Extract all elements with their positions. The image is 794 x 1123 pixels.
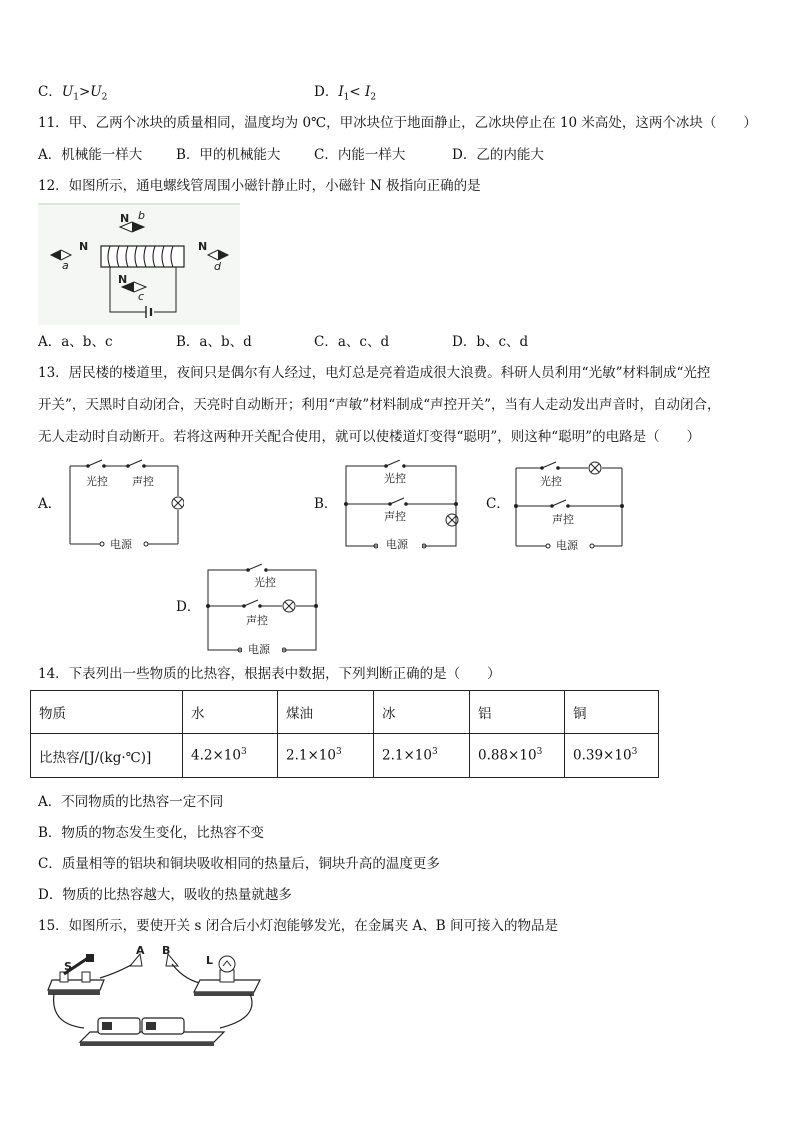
q11-stem: 11．甲、乙两个冰块的质量相同，温度均为 0℃，甲冰块位于地面静止，乙冰块停止在 10 米高处，这两个冰块（ ） [38,115,757,131]
q12-stem: 12．如图所示，通电螺线管周围小磁针静止时，小磁针 N 极指向正确的是 [38,178,481,194]
circuit-c-light-switch-label: 光控 [540,475,562,488]
table-header-cell: 铜 [565,691,659,734]
q12-solenoid-figure [38,203,240,325]
specific-heat-table [30,690,659,778]
table-cell: $2.1\times 10^3$ [278,734,374,778]
table-header-cell: 冰 [374,691,470,734]
q13-circuit-d [204,564,320,654]
table-cell: $4.2\times 10^3$ [183,734,278,778]
q14-option-b: B．物质的物态发生变化，比热容不变 [38,825,264,841]
table-cell: $2.1\times 10^3$ [374,734,470,778]
table-header-cell: 物质 [31,691,183,734]
circuit-c-power-label: 电源 [556,539,578,550]
table-cell: $0.88\times 10^3$ [470,734,565,778]
q11-option-d: D．乙的内能大 [452,147,544,163]
q13-option-d-label: D． [176,599,201,615]
q13-option-b-label: B． [314,496,338,512]
q12-option-c: C．a、c、d [314,334,390,350]
q12-option-b: B．a、b、d [176,334,252,350]
q11-option-a: A．机械能一样大 [38,147,143,163]
q11-option-b: B．甲的机械能大 [176,147,281,163]
lamp-l-label: L [206,954,214,967]
clip-b-label: B [162,944,171,957]
q14-option-d: D．物质的比热容越大，吸收的热量就越多 [38,887,292,903]
needle-c-label: c [138,290,145,303]
table-row [31,691,659,734]
q13-stem-line2: 开关”，天黑时自动闭合，天亮时自动断开；利用“声敏”材料制成“声控开关”，当有人走动发出声音时，自动闭合， [38,397,721,413]
lamp-l [194,956,260,996]
q13-circuit-a [66,456,184,552]
q13-option-c-label: C． [486,496,510,512]
q13-stem-line3: 无人走动时自动断开。若将这两种开关配合使用，就可以使楼道灯变得“聪明”，则这种“聪明”的电路是（ ） [38,429,701,445]
needle-b-label: b [138,209,145,222]
q10-option-c: C．$U_1>U_2$ [38,84,108,103]
q13-circuit-c [512,460,628,550]
table-row [31,734,659,778]
circuit-d-sound-switch-label: 声控 [246,614,268,627]
circuit-d-light-switch-label: 光控 [254,576,276,589]
q12-option-a: A．a、b、c [38,334,113,350]
table-header-cell: 水 [183,691,278,734]
battery-holder [80,1018,224,1046]
circuit-a-power-label: 电源 [110,538,132,551]
q12-option-d: D．b、c、d [452,334,529,350]
q13-option-a-label: A． [38,496,62,512]
q13-circuit-b [342,460,462,550]
needle-a-n-label: N [79,240,89,253]
needle-b-n-label: N [120,212,130,225]
q14-option-c: C．质量相等的铝块和铜块吸收相同的热量后，铜块升高的温度更多 [38,856,440,872]
q15-stem: 15．如图所示，要使开关 s 闭合后小灯泡能够发光，在金属夹 A、B 间可接入的物品是 [38,918,558,934]
switch-s [48,954,104,995]
q14-stem: 14．下表列出一些物质的比热容，根据表中数据，下列判断正确的是（ ） [38,666,501,682]
circuit-b-sound-switch-label: 声控 [384,510,406,523]
circuit-b-power-label: 电源 [386,538,408,550]
table-header-cell: 煤油 [278,691,374,734]
needle-d-label: d [214,260,221,273]
q15-circuit-figure [44,944,266,1048]
table-cell: $0.39\times 10^3$ [565,734,659,778]
circuit-c-sound-switch-label: 声控 [552,513,574,526]
needle-a-label: a [62,259,69,272]
circuit-b-light-switch-label: 光控 [384,472,406,485]
table-header-cell: 铝 [470,691,565,734]
needle-d-n-label: N [198,240,208,253]
circuit-a-sound-switch-label: 声控 [132,475,154,488]
circuit-a-light-switch-label: 光控 [86,475,108,488]
table-row-label: 比热容/[J/(kg·℃)] [31,734,183,778]
q10-option-d: D．$I_1< I_2$ [314,84,377,103]
clip-a-label: A [136,944,145,957]
q11-option-c: C．内能一样大 [314,147,406,163]
q13-stem-line1: 13．居民楼的楼道里，夜间只是偶尔有人经过，电灯总是亮着造成很大浪费。科研人员利用“光敏”材料制成“光控 [38,365,711,381]
circuit-d-power-label: 电源 [248,643,270,654]
q14-option-a: A．不同物质的比热容一定不同 [38,794,224,810]
switch-s-label: S [64,960,72,973]
needle-c-n-label: N [118,273,128,286]
